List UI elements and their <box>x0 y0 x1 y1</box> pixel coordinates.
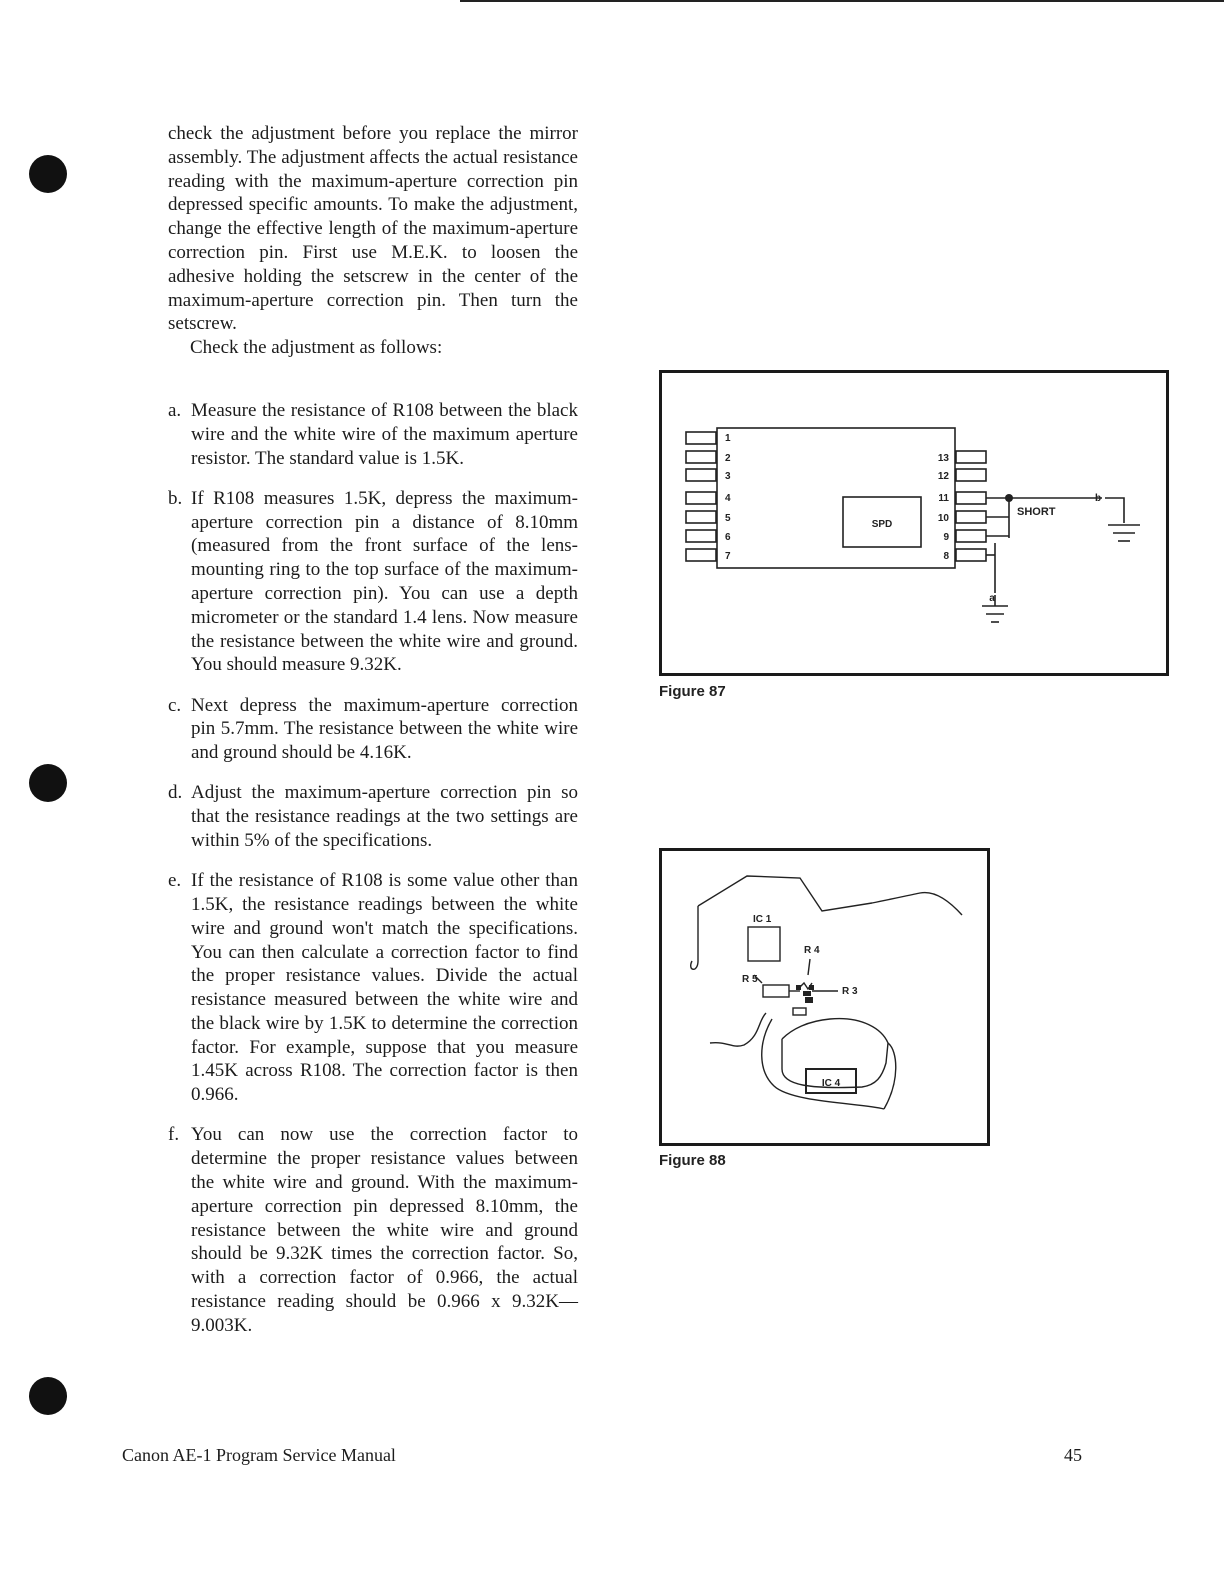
intro-paragraph: check the adjustment before you replace the mirror assembly. The adjustment affects the actual resistance reading with the maximum-aperture correction pin depressed specific amounts. To make the adjustment, change the effective length of the maximum-aperture correction pin. First use M.E.K. to loosen the adhesive holding the setscrew in the center of the maximum-aperture correction pin. Then turn the setscrew. <box>168 123 578 335</box>
step-marker: b. <box>168 487 183 509</box>
left-pin-3 <box>686 469 716 481</box>
right-pin-10 <box>956 511 986 523</box>
left-pin-7 <box>686 549 716 561</box>
left-pin-6 <box>686 530 716 542</box>
right-pin-8 <box>956 549 986 561</box>
point-b-label: b <box>1094 493 1102 504</box>
right-pin-12 <box>956 469 986 481</box>
manual-title: Canon AE-1 Program Service Manual <box>122 1445 396 1465</box>
page-number: 45 <box>1064 1445 1082 1465</box>
binder-hole-bottom <box>29 1377 67 1415</box>
ic1-label: IC 1 <box>753 914 772 925</box>
spd-schematic <box>662 373 1166 673</box>
adjustment-steps <box>168 399 578 1354</box>
right-pin-label-11: 11 <box>938 493 949 504</box>
board-outline <box>698 876 962 915</box>
step-text: Adjust the maximum-aperture correction pin so that the resistance readings at the two settings are within 5% of the specifications. <box>191 782 578 851</box>
ic4-label: IC 4 <box>821 1078 841 1089</box>
step-text: Measure the resistance of R108 between the black wire and the white wire of the maximum aperture resistor. The standard value is 1.5K. <box>191 400 578 469</box>
step-d <box>168 781 578 852</box>
left-pin-5 <box>686 511 716 523</box>
figure-87-diagram <box>659 370 1169 676</box>
right-pin-label-12: 12 <box>937 471 949 482</box>
left-pin-label-1: 1 <box>725 433 731 444</box>
r4-label: R 4 <box>804 945 820 956</box>
r5-resistor <box>763 985 789 997</box>
step-e <box>168 869 578 1107</box>
r5-label: R 5 <box>742 974 758 985</box>
step-text: Next depress the maximum-aperture correction pin 5.7mm. The resistance between the white wire and ground should be 4.16K. <box>191 694 578 764</box>
r3-label: R 3 <box>842 986 858 997</box>
ic1-chip <box>748 927 780 961</box>
step-text: If the resistance of R108 is some value other than 1.5K, the resistance readings between the white wire and ground won't match the specifications. You can then calculate a correction factor to find the proper resistance values. Divide the actual resistance measured between the white wire and the black wire by 1.5K to determine the correction factor. For example, suppose that you measure 1.45K across R108. The correction factor is then 0.966. <box>191 870 578 1106</box>
left-pin-label-3: 3 <box>725 471 731 482</box>
left-pin-label-6: 6 <box>725 532 731 543</box>
right-pin-label-9: 9 <box>943 532 949 543</box>
step-marker: f. <box>168 1124 180 1146</box>
step-c <box>168 694 578 765</box>
r4-r3-components <box>796 985 814 1003</box>
step-text: You can now use the correction factor to determine the proper resistance values between the white wire and ground. With the maximum-aperture correction pin depressed 8.10mm, the resistance between the white wire and ground should be 9.32K times the correction factor. So, with a correction factor of 0.966, the actual resistance reading should be 0.966 x 9.32K—9.003K. <box>191 1124 578 1336</box>
right-pin-9 <box>956 530 986 542</box>
spd-label: SPD <box>871 519 893 530</box>
step-b <box>168 487 578 677</box>
step-marker: e. <box>168 870 182 892</box>
intro-lead-in: Check the adjustment as follows: <box>190 337 443 359</box>
binder-hole-top <box>29 155 67 193</box>
intro-text <box>168 122 578 360</box>
binder-hole-middle <box>29 764 67 802</box>
step-marker: c. <box>168 694 182 716</box>
right-pin-label-13: 13 <box>937 453 949 464</box>
left-pin-label-7: 7 <box>725 551 731 562</box>
step-marker: a. <box>168 400 182 421</box>
top-rule <box>460 0 1224 2</box>
point-a-label: a <box>989 593 995 604</box>
left-pin-2 <box>686 451 716 463</box>
board-drawing <box>662 851 987 1143</box>
step-a <box>168 399 578 470</box>
junction-dot <box>1005 494 1013 502</box>
small-component <box>793 1008 806 1015</box>
short-label: SHORT <box>1017 506 1056 518</box>
left-pin-label-2: 2 <box>725 453 731 464</box>
left-pin-4 <box>686 492 716 504</box>
step-f <box>168 1123 578 1337</box>
ground-lead-b <box>1105 498 1124 523</box>
figure-88-caption: Figure 88 <box>659 1152 726 1169</box>
right-pin-label-8: 8 <box>943 551 949 562</box>
step-text: If R108 measures 1.5K, depress the maximum-aperture correction pin a distance of 8.10mm (measured from the front surface of the lens-mounting ring to the top surface of the maximum-aperture correction pin). You can use a depth micrometer or the standard 1.4 lens. Now measure the resistance between the white wire and ground. You should measure 9.32K. <box>191 487 578 676</box>
step-marker: d. <box>168 782 183 804</box>
left-pin-label-5: 5 <box>725 513 731 524</box>
figure-87-caption: Figure 87 <box>659 683 726 700</box>
left-pin-label-4: 4 <box>725 493 731 504</box>
left-pin-1 <box>686 432 716 444</box>
right-pin-label-10: 10 <box>937 513 949 524</box>
right-pin-11 <box>956 492 986 504</box>
right-pin-13 <box>956 451 986 463</box>
figure-88-diagram <box>659 848 990 1146</box>
